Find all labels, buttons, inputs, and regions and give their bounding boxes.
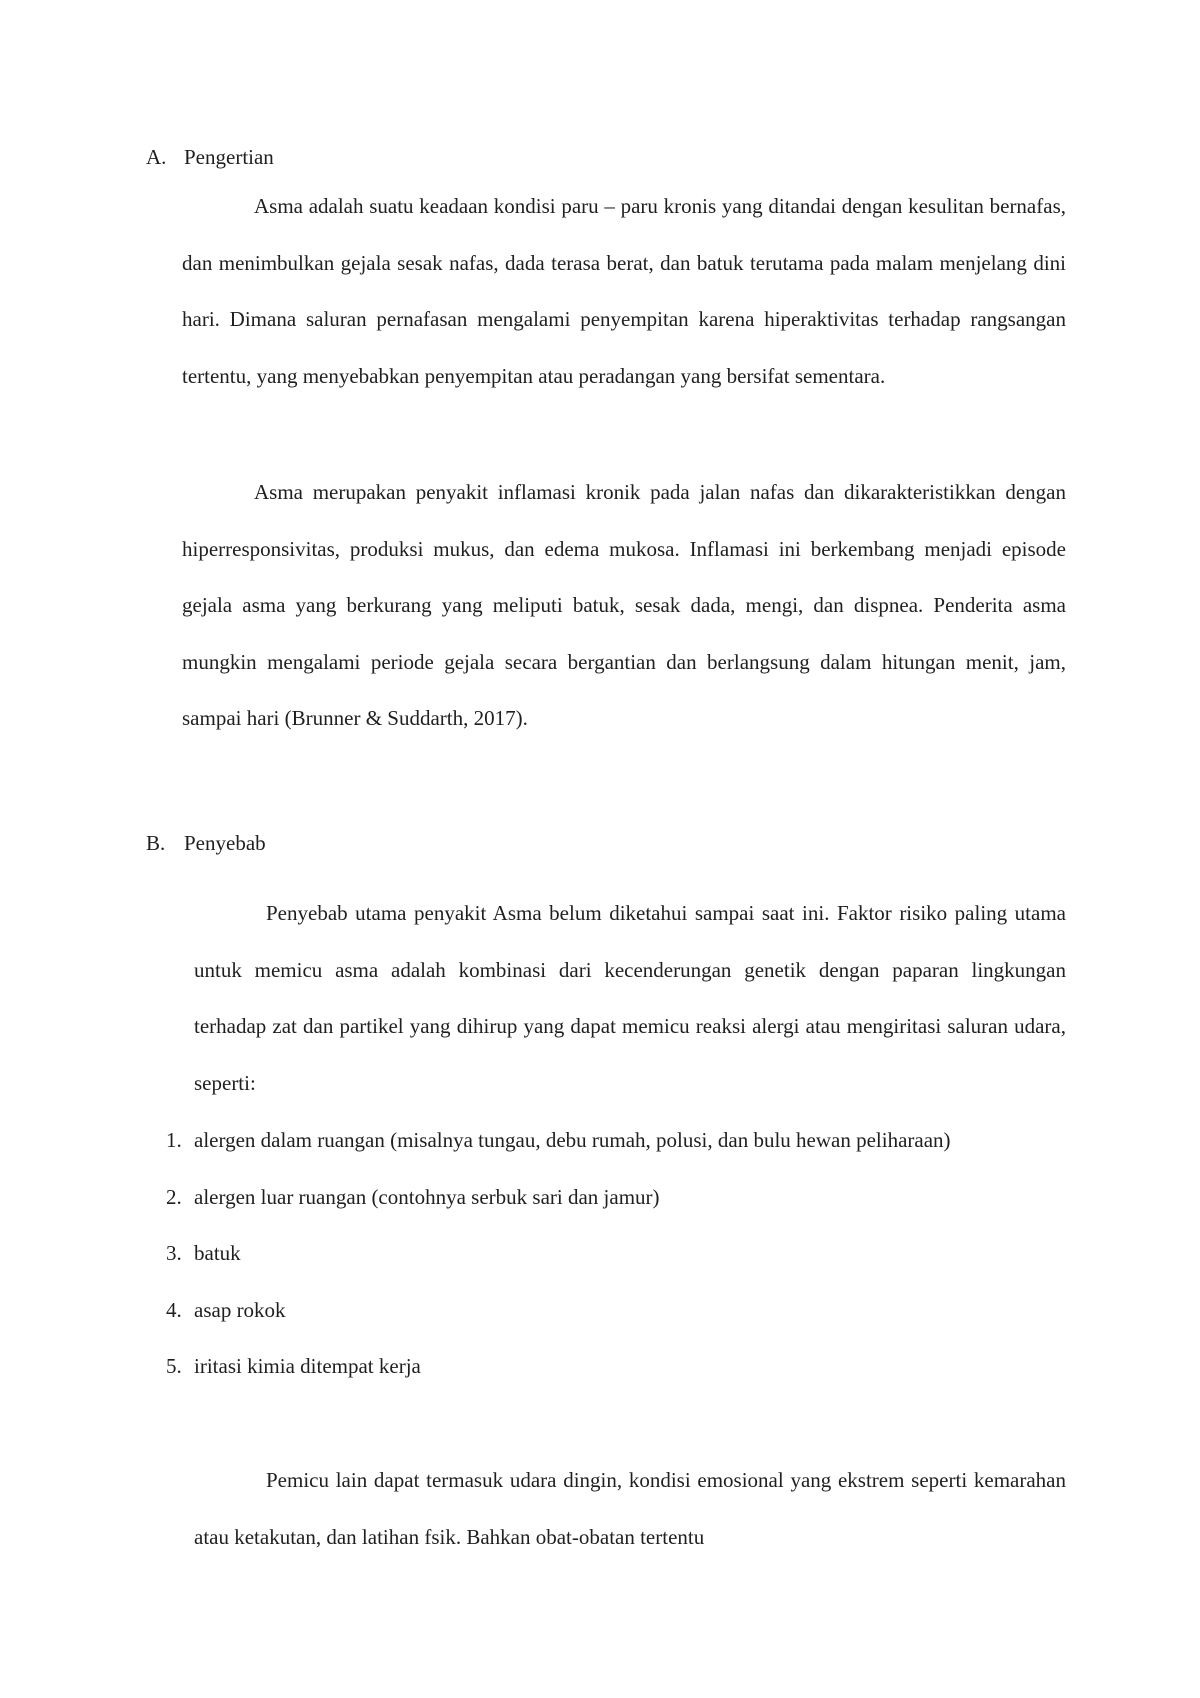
section-b-heading (146, 828, 1066, 858)
section-a-paragraph-2: Asma merupakan penyakit inflamasi kronik pada jalan nafas dan dikarakteristikkan dengan hiperresponsivitas, produksi mukus, dan edema mukosa. Inflamasi ini berkembang menjadi episode gejala asma yang berkurang yang meliputi batuk, sesak dada, mengi, dan dispnea. Penderita asma mungkin mengalami periode gejala secara bergantian dan berlangsung dalam hitungan menit, jam, sampai hari (Brunner & Suddarth, 2017). (182, 480, 1066, 730)
list-item-text: asap rokok (194, 1297, 286, 1322)
list-item-text: batuk (194, 1241, 241, 1265)
list-item (150, 1112, 1066, 1169)
list-item-number: 1. (166, 1128, 182, 1152)
list-item-number: 2. (166, 1184, 182, 1209)
list-item-text: alergen dalam ruangan (misalnya tungau, debu rumah, polusi, dan bulu hewan peliharaan) (194, 1128, 951, 1152)
section-a-paragraph-1: Asma adalah suatu keadaan kondisi paru – paru kronis yang ditandai dengan kesulitan bernafas, dan menimbulkan gejala sesak nafas, dada terasa berat, dan batuk terutama pada malam menjelang dini hari. Dimana saluran pernafasan mengalami penyempitan karena hiperaktivitas terhadap rangsangan tertentu, yang menyebabkan penyempitan atau peradangan yang bersifat sementara. (182, 194, 1066, 388)
section-a-heading (146, 142, 1066, 172)
section-b-closing: Pemicu lain dapat termasuk udara dingin, kondisi emosional yang ekstrem seperti kemarahan atau ketakutan, dan latihan fsik. Bahkan obat-obatan tertentu (194, 1468, 1066, 1549)
section-b-intro: Penyebab utama penyakit Asma belum diketahui sampai saat ini. Faktor risiko paling utama untuk memicu asma adalah kombinasi dari kecenderungan genetik dengan paparan lingkungan terhadap zat dan partikel yang dihirup yang dapat memicu reaksi alergi atau mengiritasi saluran udara, seperti: (194, 901, 1066, 1095)
section-a-title: Pengertian (184, 145, 274, 169)
list-item (150, 1225, 1066, 1282)
section-a-letter: A. (146, 145, 167, 169)
list-item-text: alergen luar ruangan (contohnya serbuk sari dan jamur) (194, 1184, 660, 1209)
list-item-number: 5. (166, 1354, 182, 1378)
list-item (150, 1282, 1066, 1339)
list-item-number: 4. (166, 1297, 182, 1322)
section-b-letter: B. (146, 831, 166, 855)
list-item (150, 1169, 1066, 1226)
section-b-title: Penyebab (184, 831, 266, 855)
list-item-number: 3. (166, 1241, 182, 1265)
list-item (150, 1338, 1066, 1395)
list-item-text: iritasi kimia ditempat kerja (194, 1354, 421, 1378)
cause-list (150, 1112, 1066, 1395)
